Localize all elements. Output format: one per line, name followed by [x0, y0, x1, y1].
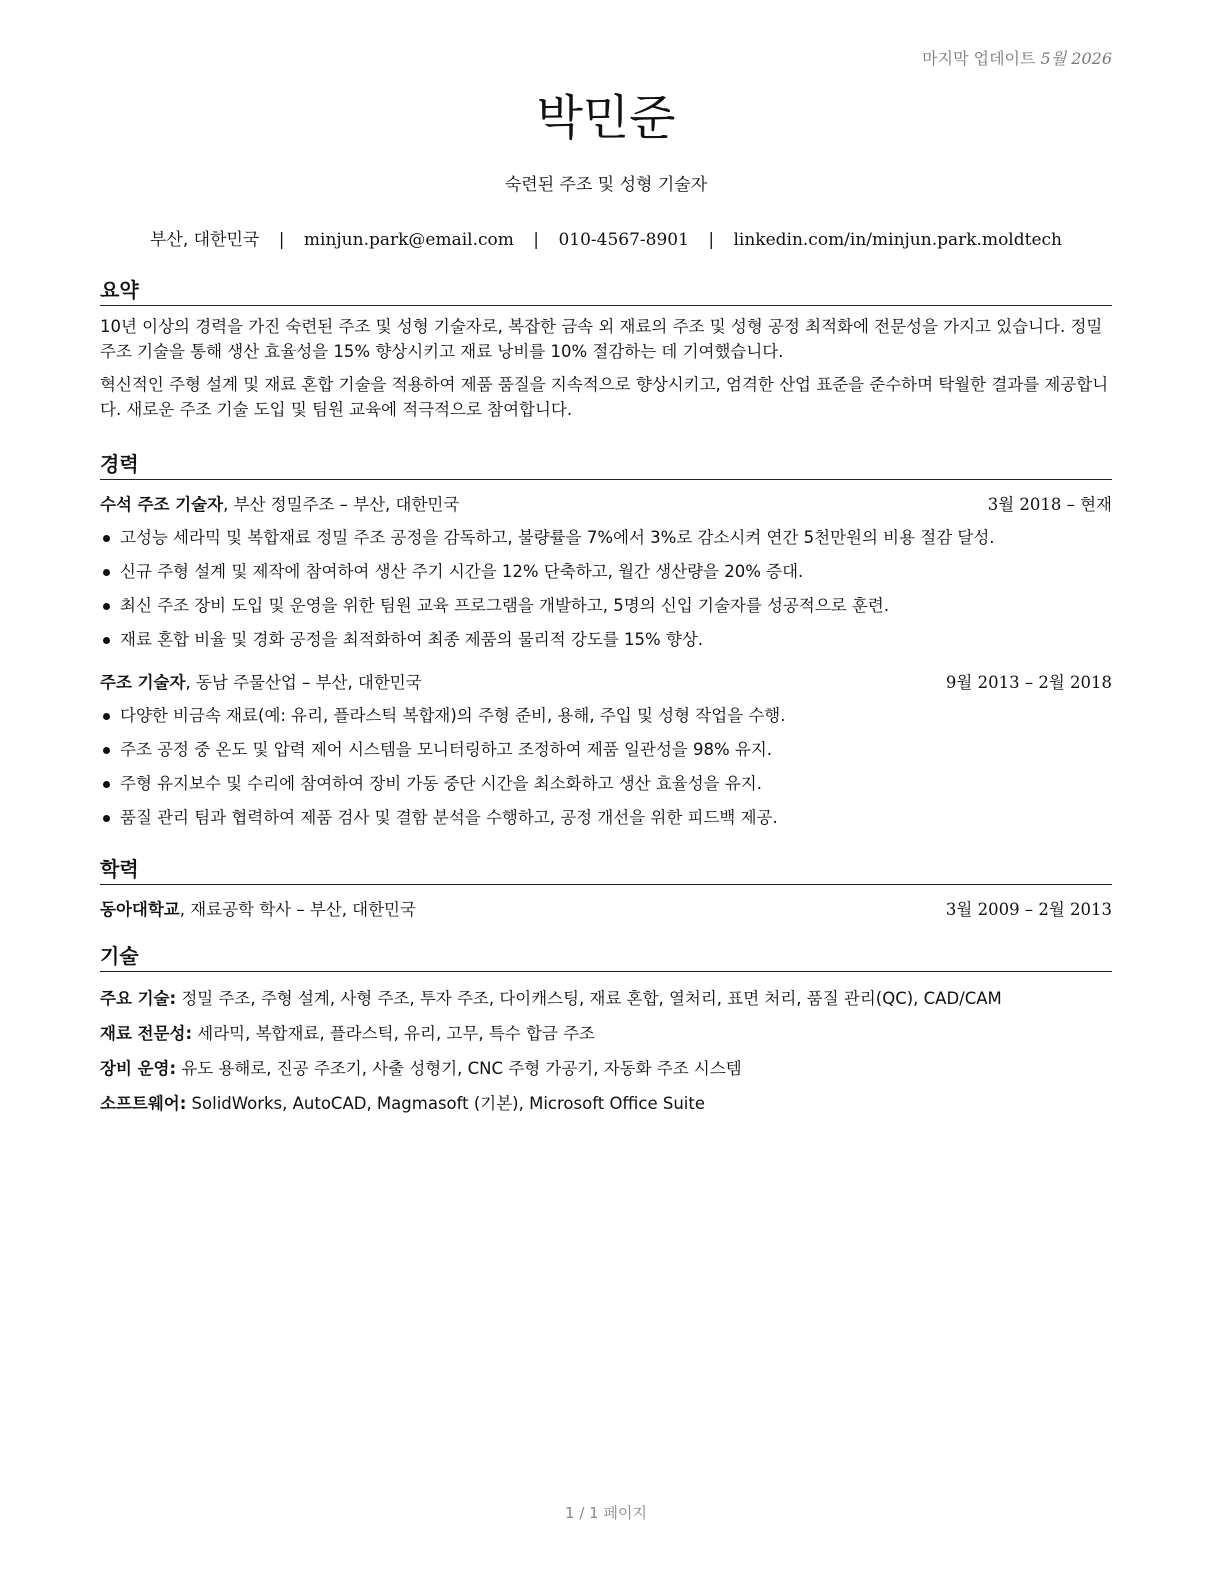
job-dates: 3월 2018 – 현재 [987, 495, 1112, 514]
skill-value: 세라믹, 복합재료, 플라스틱, 유리, 고무, 특수 합금 주조 [192, 1024, 595, 1043]
candidate-name: 박민준 [536, 90, 676, 146]
contact-separator: | [278, 230, 285, 250]
skill-line [100, 1051, 1112, 1086]
skill-value: 유도 용해로, 진공 주조기, 사출 성형기, CNC 주형 가공기, 자동화 주조 시스템 [176, 1059, 742, 1078]
candidate-tagline: 숙련된 주조 및 성형 기술자 [504, 175, 708, 195]
job-bullet: 다양한 비금속 재료(예: 유리, 플라스틱 복합재)의 주형 준비, 용해, 주입 및 성형 작업을 수행. [100, 699, 1112, 733]
last-updated [922, 46, 1112, 69]
contact-separator: | [533, 230, 540, 250]
contact-linkedin[interactable]: linkedin.com/in/minjun.park.moldtech [733, 230, 1062, 250]
skills-list [100, 981, 1112, 1121]
contact-separator: | [708, 230, 715, 250]
job-bullet: 최신 주조 장비 도입 및 운영을 위한 팀원 교육 프로그램을 개발하고, 5명의 신입 기술자를 성공적으로 훈련. [100, 589, 1112, 623]
job-role: 주조 기술자 [100, 673, 186, 692]
job-header [100, 671, 1112, 695]
job-header [100, 493, 1112, 517]
summary-paragraph: 혁신적인 주형 설계 및 재료 혼합 기술을 적용하여 제품 품질을 지속적으로 향상시키고, 엄격한 산업 표준을 준수하며 탁월한 결과를 제공합니다. 새로운 주조 기술 도입 및 팀원 교육에 적극적으로 참여합니다. [100, 375, 1109, 419]
contact-phone: 010-4567-8901 [558, 230, 689, 250]
job-bullets [100, 699, 1112, 835]
job-role: 수석 주조 기술자 [100, 495, 224, 514]
job-bullet: 고성능 세라믹 및 복합재료 정밀 주조 공정을 감독하고, 불량률을 7%에서 3%로 감소시켜 연간 5천만원의 비용 절감 달성. [100, 521, 1112, 555]
section-title-skills: 기술 [100, 943, 1112, 972]
resume-page [100, 0, 1112, 1584]
skill-label: 장비 운영: [100, 1059, 177, 1078]
skills-section [100, 943, 1112, 1121]
job-bullets [100, 521, 1112, 657]
skill-label: 소프트웨어: [100, 1094, 187, 1113]
job-company: , 부산 정밀주조 – 부산, 대한민국 [223, 495, 460, 514]
experience-section [100, 451, 1112, 835]
education-dates: 3월 2009 – 2월 2013 [945, 900, 1112, 919]
skill-line [100, 1016, 1112, 1051]
section-title-experience: 경력 [100, 451, 1112, 480]
last-updated-year: 2026 [1071, 49, 1112, 68]
job-bullet: 품질 관리 팀과 협력하여 제품 검사 및 결함 분석을 수행하고, 공정 개선을 위한 피드백 제공. [100, 801, 1112, 835]
contact-location: 부산, 대한민국 [150, 230, 260, 250]
skill-line [100, 1086, 1112, 1121]
skill-value: SolidWorks, AutoCAD, Magmasoft (기본), Microsoft Office Suite [186, 1094, 705, 1113]
job-company: , 동남 주물산업 – 부산, 대한민국 [185, 673, 422, 692]
last-updated-label: 마지막 업데이트 [922, 49, 1036, 68]
education-school: 동아대학교 [100, 900, 180, 919]
education-detail: , 재료공학 학사 – 부산, 대한민국 [179, 900, 416, 919]
skill-label: 주요 기술: [100, 989, 177, 1008]
section-title-education: 학력 [100, 856, 1112, 885]
education-section [100, 856, 1112, 922]
contact-email[interactable]: minjun.park@email.com [303, 230, 514, 250]
job-entry [100, 493, 1112, 657]
section-title-summary: 요약 [100, 277, 1112, 306]
skill-line [100, 981, 1112, 1016]
summary-paragraph: 10년 이상의 경력을 가진 숙련된 주조 및 성형 기술자로, 복잡한 금속 외 재료의 주조 및 성형 공정 최적화에 전문성을 가지고 있습니다. 정밀 주조 기술을 통해 생산 효율성을 15% 향상시키고 재료 낭비를 10% 절감하는 데 기여했습니다. [100, 317, 1103, 361]
job-bullet: 신규 주형 설계 및 제작에 참여하여 생산 주기 시간을 12% 단축하고, 월간 생산량을 20% 증대. [100, 555, 1112, 589]
contact-line [100, 225, 1112, 250]
job-bullet: 주조 공정 중 온도 및 압력 제어 시스템을 모니터링하고 조정하여 제품 일관성을 98% 유지. [100, 733, 1112, 767]
education-entry [100, 898, 1112, 922]
summary-section [100, 277, 1112, 422]
skill-value: 정밀 주조, 주형 설계, 사형 주조, 투자 주조, 다이캐스팅, 재료 혼합, 열처리, 표면 처리, 품질 관리(QC), CAD/CAM [176, 989, 1002, 1008]
job-entry [100, 671, 1112, 835]
last-updated-month: 5월 [1040, 49, 1067, 68]
job-bullet: 주형 유지보수 및 수리에 참여하여 장비 가동 중단 시간을 최소화하고 생산 효율성을 유지. [100, 767, 1112, 801]
page-footer: 1 / 1 페이지 [565, 1504, 647, 1522]
job-bullet: 재료 혼합 비율 및 경화 공정을 최적화하여 최종 제품의 물리적 강도를 15% 향상. [100, 623, 1112, 657]
job-dates: 9월 2013 – 2월 2018 [945, 673, 1112, 692]
skill-label: 재료 전문성: [100, 1024, 193, 1043]
